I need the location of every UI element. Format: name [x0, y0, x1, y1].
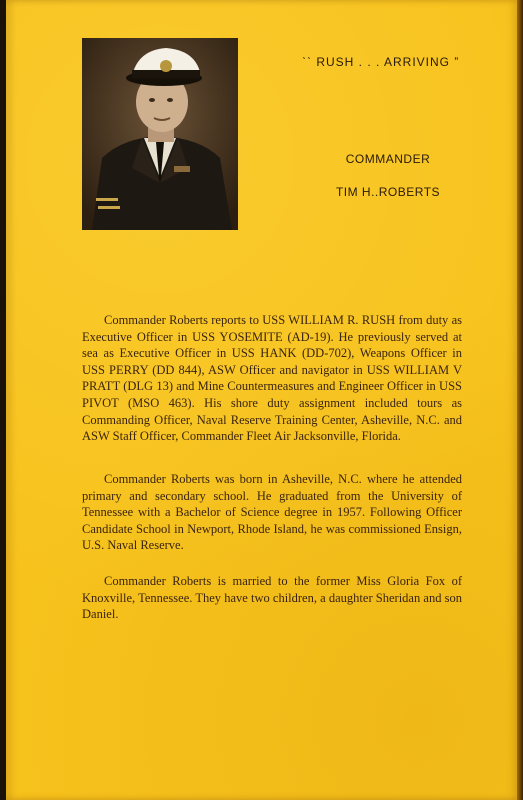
- document-page: [6, 0, 520, 800]
- bio-paragraph: Commander Roberts reports to USS WILLIAM R. RUSH from duty as Executive Officer in USS YOSEMITE (AD-19). He previously served at sea as Executive Officer in USS HANK (DD-702), Weapons Officer in USS PERRY (DD 844), ASW Officer and navigator in USS WILLIAM V PRATT (DLG 13) and Mine Countermeasures and Engineer Officer in USS PIVOT (MSO 463). His shore duty assignment included tours as Commanding Officer, Naval Reserve Training Center, Asheville, N.C. and ASW Staff Officer, Commander Fleet Air Jacksonville, Florida.: [82, 313, 462, 444]
- portrait-image: [82, 38, 238, 230]
- bio-paragraph: Commander Roberts is married to the former Miss Gloria Fox of Knoxville, Tennessee. They have two children, a daughter Sheridan and son Daniel.: [82, 574, 462, 622]
- bio-paragraph: Commander Roberts was born in Asheville, N.C. where he attended primary and secondary school. He graduated from the University of Tennessee with a Bachelor of Science degree in 1957. Following Officer Candidate School in Newport, Rhode Island, he was commissioned Ensign, U.S. Naval Reserve.: [82, 472, 462, 553]
- officer-name: TIM H..ROBERTS: [335, 185, 441, 199]
- officer-rank: COMMANDER: [345, 152, 431, 166]
- officer-portrait-photo: [82, 38, 238, 230]
- page-edge-shadow: [517, 0, 523, 800]
- page-title: ˋˋ RUSH . . . ARRIVING ˮ: [302, 55, 460, 69]
